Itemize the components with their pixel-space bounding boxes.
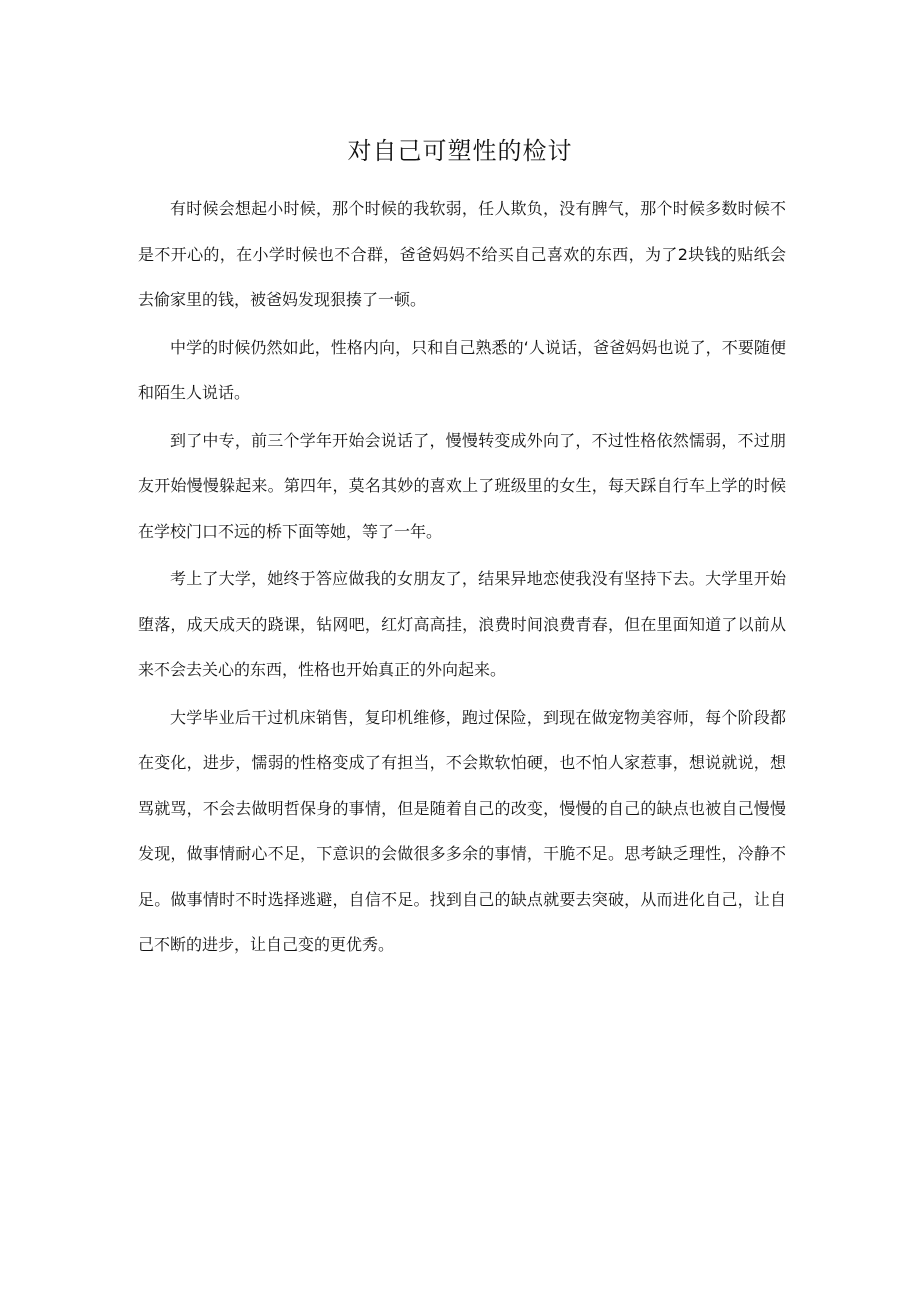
paragraph-2: 中学的时候仍然如此，性格内向，只和自己熟悉的‘人说话，爸爸妈妈也说了，不要随便和陌生人说话。 [138, 337, 786, 402]
document-title: 对自己可塑性的检讨 [347, 137, 573, 165]
paragraph-5: 大学毕业后干过机床销售，复印机维修，跑过保险，到现在做宠物美容师，每个阶段都在变化，进步，懦弱的性格变成了有担当，不会欺软怕硬，也不怕人家惹事，想说就说，想骂就骂，不会去做明哲保身的事情，但是随着自己的改变，慢慢的自己的缺点也被自己慢慢发现，做事情耐心不足，下意识的会做很多多余的事情，干脆不足。思考缺乏理性，冷静不足。做事情时不时选择逃避，自信不足。找到自己的缺点就要去突破，从而进化自己，让自己不断的进步，让自己变的更优秀。 [138, 707, 786, 954]
paragraph-1: 有时候会想起小时候，那个时候的我软弱，任人欺负，没有脾气，那个时候多数时候不是不开心的，在小学时候也不合群，爸爸妈妈不给买自己喜欢的东西，为了2块钱的贴纸会去偷家里的钱，被爸妈发现狠揍了一顿。 [138, 199, 786, 309]
document-body [138, 186, 786, 970]
paragraph-4: 考上了大学，她终于答应做我的女朋友了，结果异地恋使我没有坚持下去。大学里开始堕落，成天成天的跷课，钻网吧，红灯高高挂，浪费时间浪费青春，但在里面知道了以前从来不会去关心的东西，性格也开始真正的外向起来。 [138, 569, 786, 679]
paragraph-3: 到了中专，前三个学年开始会说话了，慢慢转变成外向了，不过性格依然懦弱，不过朋友开始慢慢躲起来。第四年，莫名其妙的喜欢上了班级里的女生，每天踩自行车上学的时候在学校门口不远的桥下面等她，等了一年。 [138, 430, 786, 541]
